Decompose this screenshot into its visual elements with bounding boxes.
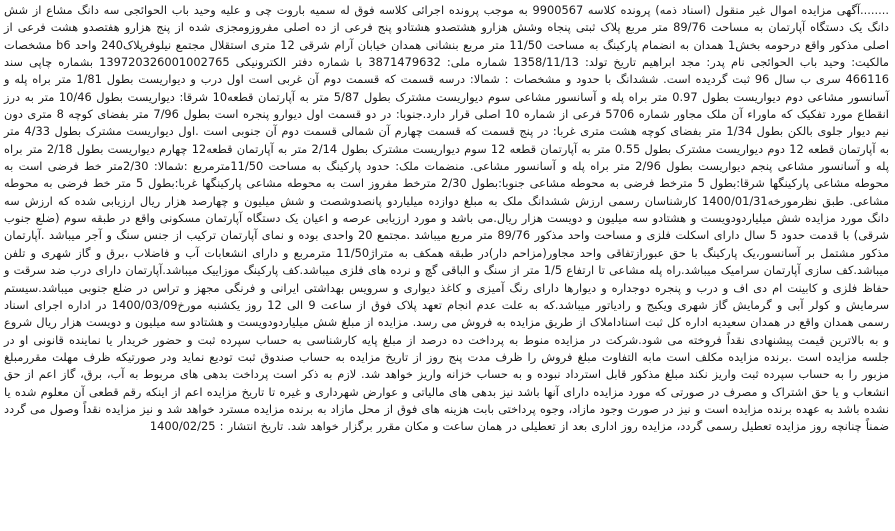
auction-notice-text: ........آگهی مزایده اموال غیر منقول (اسناد ذمه) پرونده کلاسه 9900567 به موجب پرونده اجرائی کلاسه فوق له سمیه باروت چی و علیه وحید باب الحوائجی سه دانگ مشاع از شش دانگ یک دستگاه آپارتمان به مساحت 89/76 متر مربع پلاک ثبتی پنجاه وشش هزارو هشتصدو هشتادو پنج فرعی از ده اصلی مفروزومجزی شده از پنج هزارو هفتصدو هشت فرعی از اصلی مذکور واقع درحومه بخش1 همدان به انضمام پارکینگ به مساحت 11/50 متر مربع بنشانی همدان خیابان آرام شرقی 12 متری استقلال مجتمع نیلوفرپلاک240 واحد b6 مشخصات مالکیت: وحید باب الحوائجی نام پدر: مجد ابراهیم تاریخ تولد: 1358/11/13 شماره ملی: 3871479632 با شماره دفتر الکترونیکی 139720326001002765 بشماره چاپی سند 466116 سری ب سال 96 ثبت گردیده است. ششدانگ با حدود و مشخصات : شمالا: درسه قسمت که قسمت دوم آن غربی است اول درب و دیواریست بطول 1/81 متر براه پله و آسانسور مشاعی دوم دیواریست بطول 0.97 متر براه پله و آسانسور مشاعی سوم دیواریست مشترک بطول 5/87 متر به آپارتمان قطعه10 شرقا: دیواریست بطول 10/46 متر به درز انقطاع مورد تفکیک که ماوراء آن ملک مجاور شماره 5706 فرعی از شماره 10 اصلی قرار دارد.جنوبا: در دو قسمت اول دیوارو پنجره است بطول 7/96 متر بفضای کوچه 8 متری دون نیم دیوار جلوی بالکن بطول 1/34 متر بفضای کوچه هشت متری غربا: در پنج قسمت که قسمت چهارم آن شمالی قسمت دوم آن جنوبی است .اول دیواریست مشترک بطول 4/33 متر به آپارتمان قطعه 12 دوم دیواریست مشترک بطول 0.55 متر به آپارتمان قطعه 12 سوم دیواریست مشترک بطول 2/14 متر به آپارتمان قطعه12 چهارم دیواریست بطول 2/18 متر براه پله و آسانسور مشاعی پنجم دیواریست بطول 2/96 متر براه پله و آسانسور مشاعی. منضمات ملک: حدود پارکینگ به مساحت 11/50مترمربع :شمالا: 2/30متر خط فرضی است به محوطه مشاعی پارکینگها شرقا:بطول 5 مترخط فرضی به محوطه مشاعی جنوبا:بطول 2/30 مترخط مفروز است به محوطه مشاعی پارکینگها غربا:بطول 5 متر خط فرضی به محوطه مشاعی. طبق نظرمورخه1400/01/31 کارشناسان رسمی ارزش ششدانگ ملک به مبلغ دوازده میلیاردو پانصدوشصت و شش میلیون و چهارصد هزار ریال ارزیابی شده که ارزش سه دانگ مورد مزایده شش میلیاردودویست و هشتادو سه میلیون و دویست هزار ریال.می باشد و مورد ارزیابی عرصه و اعیان یک دستگاه آپارتمان مسکونی واقع در طبقه سوم (ضلع جنوب شرقی) با قدمت حدود 5 سال دارای اسکلت فلزی و مساحت واحد مذکور 89/76 متر مربع میباشد .مجتمع 20 واحدی بوده و نمای آپارتمان ترکیب از جنس سنگ و آجر میباشد .آپارتمان مذکور مشتمل بر آسانسور،یک پارکینگ با حق عبورازتفاقی واحد مجاور(مزاحم دار)در طبقه همکف به متراژ11/50 مترمربع و دارای انشعابات آب و فاضلاب ،برق و گاز شهری و تلفن میباشد.کف سازی آپارتمان سرامیک میباشد.راه پله مشاعی تا ارتفاع 1/5 متر از سنگ و الباقی گچ و نرده های فلزی میباشد.کف پارکینگ موزاییک میباشد.آپارتمان دارای درب ضد سرقت و حفاظ فلزی و کابینت ام دی اف و درب و پنجره دوجداره و دیوارها دارای رنگ آمیزی و کاغذ دیواری و سرویس بهداشتی ایرانی و فرنگی مجهز و تراس در ضلع جنوبی میباشد.سیستم سرمایش و کولر آبی و گرمایش گاز شهری ویکیج و رادیاتور میباشد.که به علت عدم انجام تعهد پلاک فوق از ساعت 9 الی 12 روز یکشنبه مورخ1400/03/09 در اداره اجرای اسناد رسمی همدان واقع در همدان سعیدیه اداره کل ثبت اسناداملاک از طریق مزایده به فروش می رسد. مزایده از مبلغ شش میلیاردودویست و هشتادو سه میلیون و دویست هزار ریال شروع و به بالاترین قیمت پیشنهادی نقداً فروخته می شود.شرکت در مزایده منوط به پرداخت ده درصد از مبلغ پایه کارشناسی به حساب سپرده ثبت و حضور خریدار یا نماینده قانونی او در جلسه مزایده است .برنده مزایده مکلف است مابه التفاوت مبلغ فروش را ظرف مدت پنج روز از تاریخ مزایده به حساب صندوق ثبت تودیع نماید ودر صورتیکه ظرف مهلت مقررمبلغ مزبور را به حساب سپرده ثبت واریز نکند مبلغ مذکور قابل استرداد نبوده و به حساب خزانه واریز خواهد شد. لازم به ذکر است پرداخت بدهی های مربوط به آب، برق، گاز اعم از حق انشعاب و یا حق اشتراک و مصرف در صورتی که مورد مزایده دارای آنها باشد نیز بدهی های مالیاتی و عوارض شهرداری و غیره تا تاریخ مزایده اعم از اینکه رقم قطعی آن معلوم شده یا نشده باشد به عهده برنده مزایده است و نیز در صورت وجود مازاد، وجوه پرداختی بابت هزینه های فوق از محل مازاد به برنده مزایده مسترد خواهد شد و نیز مزایده نقداً وصول می گردد ضمناً چنانچه روز مزایده تعطیل رسمی گردد، مزایده روز اداری بعد از تعطیلی در همان ساعت و مکان مقرر برگزار خواهد شد. تاریخ انتشار : 1400/02/25 bbox=[4, 3, 890, 434]
